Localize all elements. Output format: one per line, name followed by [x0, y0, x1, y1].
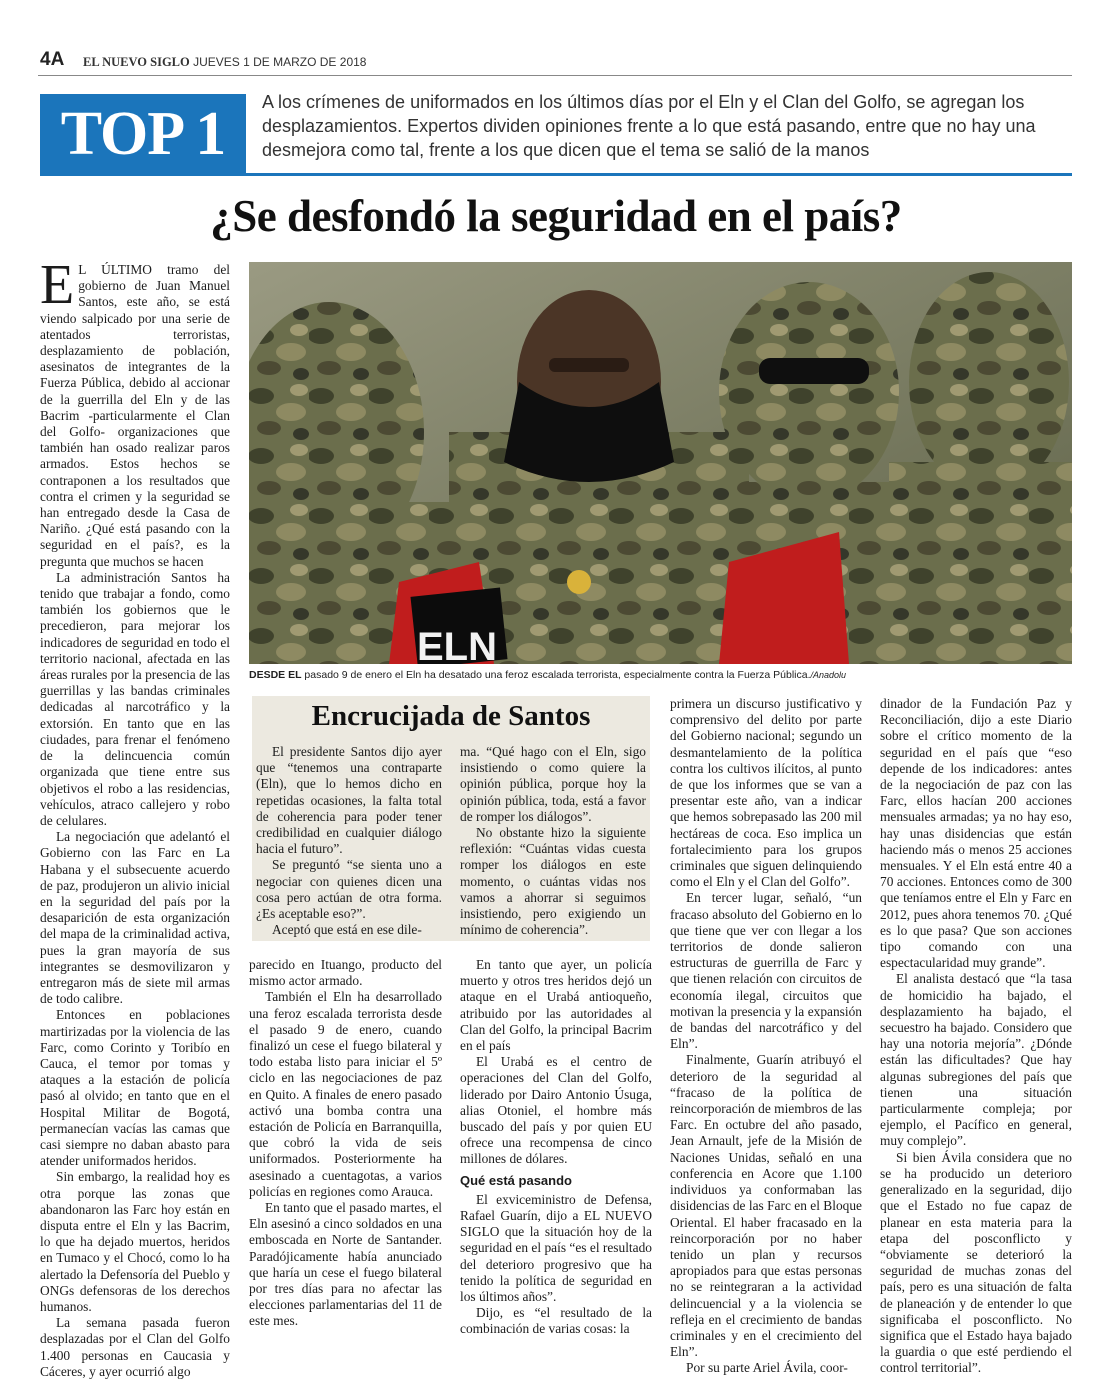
- body-column-4: [670, 696, 862, 1377]
- sidebar-title: Encrucijada de Santos: [311, 700, 591, 732]
- headline: ¿Se desfondó la seguridad en el país?: [210, 191, 902, 241]
- body-paragraph: Sin embargo, la realidad hoy es otra porque las zonas que abandonaron las Farc hoy están en disputa entre el Eln y las Bacrim, lo que ha dejado muertos, heridos en Tumaco y el Chocó, como lo ha alertado la Defensoría del Pueblo y ONGs defensoras de los derechos humanos.: [40, 1169, 230, 1314]
- body-paragraph: primera un discurso justificativo y comprensivo del delito por parte del Gobierno nacional; segundo un desmantelamiento de la política contra los cultivos ilícitos, al punto de que los informes que se van a presentar este año, van a indicar que hemos sobrepasado las 200 mil hectáreas de coca. Eso implica un fortalecimiento para los grupos criminales que siguen delinquiendo como el Eln y el Clan del Golfo”.: [670, 696, 862, 890]
- lead-paragraph: [40, 254, 230, 570]
- header-rule: [38, 75, 1072, 76]
- sidebar-paragraph: Se preguntó “se sienta uno a negociar con quienes dicen una cosa pero actúan de otra forma. ¿Es aceptable eso?”.: [256, 857, 442, 922]
- page-number: 4A: [40, 49, 65, 70]
- body-paragraph: parecido en Ituango, producto del mismo actor armado.: [249, 957, 442, 989]
- newspaper-name: EL NUEVO SIGLO: [83, 55, 190, 69]
- caption-text: pasado 9 de enero el Eln ha desatado una feroz escalada terrorista, especialmente contra la Fuerza Pública.: [301, 669, 811, 681]
- article-photo: [249, 262, 1072, 664]
- flag-text: ELN: [417, 625, 497, 664]
- body-column-5: [880, 696, 1072, 1377]
- body-paragraph: Finalmente, Guarín atribuyó el deterioro de la seguridad al “fracaso de la política de reincorporación de miembros de las Farc. En octubre del año pasado, Jean Arnault, jefe de la Misión de Naciones Unidas, señaló en una conferencia en Acore que 1.100 individuos ya conformaban las disidencias de las Farc en el Bloque Oriental. El haber fracasado en la reincorporación por no haber tenido un plan y recursos apropiados para que estas personas no se reintegraran a la actividad delincuencial y a la violencia se refleja en el crecimiento de bandas criminales y en el crecimiento del Eln”.: [670, 1052, 862, 1360]
- body-paragraph: El exviceministro de Defensa, Rafael Guarín, dijo a EL NUEVO SIGLO que la situación hoy de la seguridad en el país “es el resultado del deterioro progresivo que ha tenido la política de seguridad en los últimos años”.: [460, 1191, 652, 1305]
- militants-photo: [249, 262, 1072, 664]
- body-paragraph: Si bien Ávila considera que no se ha producido un deterioro generalizado en la seguridad, dijo que el Estado no fue capaz de planear en esta materia para la etapa del posconflicto y “obviamente se deterioró la seguridad de muchas zonas del país, pero es una situación de falta de planeación y de entender lo que significaba el posconflicto. No significa que el Estado haya bajado la guardia o que esté perdiendo el control territorial”.: [880, 1149, 1072, 1376]
- lead-text: L ÚLTIMO tramo del gobierno de Juan Manuel Santos, este año, se está viendo salpicado por una serie de atentados terroristas, desplazamiento de población, asesinatos de integrantes de la Fuerza Pública, debido al accionar de la guerrilla del Eln y de las Bacrim -particularmente el Clan del Golfo- organizaciones que también han osado realizar paros armados. Estos hechos se contraponen a los resultados que contra el crimen y la seguridad se han entregado desde la Casa de Nariño. ¿Qué está pasando con la seguridad en el país?, es la pregunta que muchos se hacen: [40, 262, 230, 569]
- sidebar-paragraph: El presidente Santos dijo ayer que “tenemos una contraparte (Eln), que lo hemos dicho en repetidas ocasiones, la falta total de coherencia para poder tener credibilidad en cualquier diálogo hacia el futuro”.: [256, 744, 442, 857]
- sidebar-column-2: [460, 744, 646, 938]
- body-paragraph: En tercer lugar, señaló, “un fracaso absoluto del Gobierno en lo que tiene que ver con llegar a los territorios de donde salieron estructuras de guerrilla de Farc y que tienen relación con circuitos de economía ilegal, circuitos que motivan la presencia y la expansión de bandas del narcotráfico y del Eln”.: [670, 890, 862, 1052]
- body-paragraph: Dijo, es “el resultado de la combinación de varias cosas: la: [460, 1305, 652, 1337]
- body-paragraph: La administración Santos ha tenido que trabajar a fondo, como también los gobiernos que le precedieron, para mejorar los indicadores de seguridad en todo el territorio nacional, afectada en las áreas rurales por la presencia de las guerrillas y las bandas criminales dedicadas al narcotráfico y la extorsión. En tanto que en las ciudades, para frenar el fenómeno de la delincuencia común organizada que tiene entre sus objetivos el robo a las residencias, vehículos, atraco callejero y robo de celulares.: [40, 569, 230, 828]
- body-column-3: [460, 957, 652, 1338]
- sidebar-paragraph: Aceptó que está en ese dile-: [272, 922, 422, 938]
- body-paragraph: La negociación que adelantó el Gobierno con las Farc en La Habana y el subsecuente acuerdo de paz, produjeron un alivio inicial en la seguridad del país por la desaparición de esta organización del mapa de la criminalidad activa, pues la gran mayoría de sus integrantes se desmovilizaron y entregaron más de siete mil armas de todo calibre.: [40, 829, 230, 1007]
- sidebar-paragraph: ma. “Qué hago con el Eln, sigo insistiendo o como quiere la opinión pública, porque hoy la opinión pública, toda, está a favor de romper los diálogos”.: [460, 744, 646, 824]
- sidebar-column-1: [256, 744, 442, 938]
- body-paragraph: Por su parte Ariel Ávila, coor-: [686, 1360, 848, 1376]
- caption-lead: DESDE EL: [249, 669, 302, 681]
- sidebar-paragraph: No obstante hizo la siguiente reflexión: “Cuántas vidas cuesta romper los diálogos en este momento, o cuántas vidas nos vamos a ahorrar si seguimos insistiendo, pero exigiendo un mínimo de coherencia”.: [460, 825, 646, 938]
- photo-credit: /Anadolu: [810, 670, 847, 680]
- drop-cap: E: [40, 254, 75, 316]
- section-tag: TOP 1: [40, 94, 246, 174]
- section-rule: [40, 173, 1072, 176]
- article-deck: A los crímenes de uniformados en los últimos días por el Eln y el Clan del Golfo, se agregan los desplazamientos. Expertos dividen opiniones frente a lo que está pasando, entre que no hay una desmejora como tal, frente a los que dicen que el tema se salió de la manos: [262, 92, 1036, 160]
- photo-caption: [249, 669, 1072, 681]
- subheading: Qué está pasando: [460, 1172, 572, 1188]
- body-paragraph: La semana pasada fueron desplazadas por el Clan del Golfo 1.400 personas en Caucasia y Cáceres, y ayer ocurrió algo: [40, 1315, 230, 1379]
- issue-date: JUEVES 1 DE MARZO DE 2018: [193, 55, 367, 69]
- masthead: [83, 55, 366, 70]
- body-paragraph: dinador de la Fundación Paz y Reconciliación, dijo a este Diario sobre el crítico momento de la seguridad en el país que “eso depende de los indicadores: antes de la negociación de paz con las Farc, ellos hacían 200 acciones mensuales armadas; ya no hay eso, hay unas disidencias que están haciendo más o menos 25 acciones mensuales. Y el Eln está entre 40 a 70 acciones. Entonces como de 300 que teníamos entre el Eln y Farc en 2012, pues ahora tenemos 70. ¿Qué es lo que pasa? Que son acciones tipo comando con una espectacularidad muy grande”.: [880, 696, 1072, 971]
- body-paragraph: También el Eln ha desarrollado una feroz escalada terrorista desde el pasado 9 de enero, cuando finalizó un cese el fuego bilateral y todo estaba listo para iniciar el 5º ciclo en las negociaciones de paz en Quito. A finales de enero pasado activó una bomba contra una estación de Policía en Barranquilla, que cobró la vida de seis uniformados. Posteriormente ha asesinado a cuentagotas, a varios policías en regiones como Arauca.: [249, 989, 442, 1199]
- body-paragraph: En tanto que ayer, un policía muerto y otros tres heridos dejó un ataque en el Urabá antioqueño, atribuido por las autoridades al Clan del Golfo, la principal Bacrim en el país: [460, 957, 652, 1054]
- body-column-1: [40, 254, 230, 1380]
- body-paragraph: El analista destacó que “la tasa de homicidio ha bajado, el desplazamiento ha bajado, el secuestro ha bajado. Considero que hay una notoria mejoría”. ¿Dónde están las dificultades? Que hay algunas subregiones del país que tienen una situación particularmente compleja; por ejemplo, el Pacífico en general, muy complejo”.: [880, 971, 1072, 1149]
- body-paragraph: Entonces en poblaciones martirizadas por la violencia de las Farc, como Corinto y Toribío en Cauca, el temor por tomas y ataques a la estación de policía pasó al olvido; en tanto que en el Hospital Militar de Bogotá, permanecían vacías las camas que casi siempre no daban abasto para atender uniformados heridos.: [40, 1007, 230, 1169]
- body-paragraph: El Urabá es el centro de operaciones del Clan del Golfo, liderado por Dairo Antonio Úsuga, alias Otoniel, el hombre más buscado del país y por quien EU ofrece una recompensa de cinco millones de dólares.: [460, 1054, 652, 1167]
- body-column-2: [249, 957, 442, 1330]
- body-paragraph: En tanto que el pasado martes, el Eln asesinó a cinco soldados en una emboscada en Norte de Santander. Paradójicamente había anunciado que haría un cese el fuego bilateral por tres días para no afectar las elecciones parlamentarias del 11 de este mes.: [249, 1200, 442, 1329]
